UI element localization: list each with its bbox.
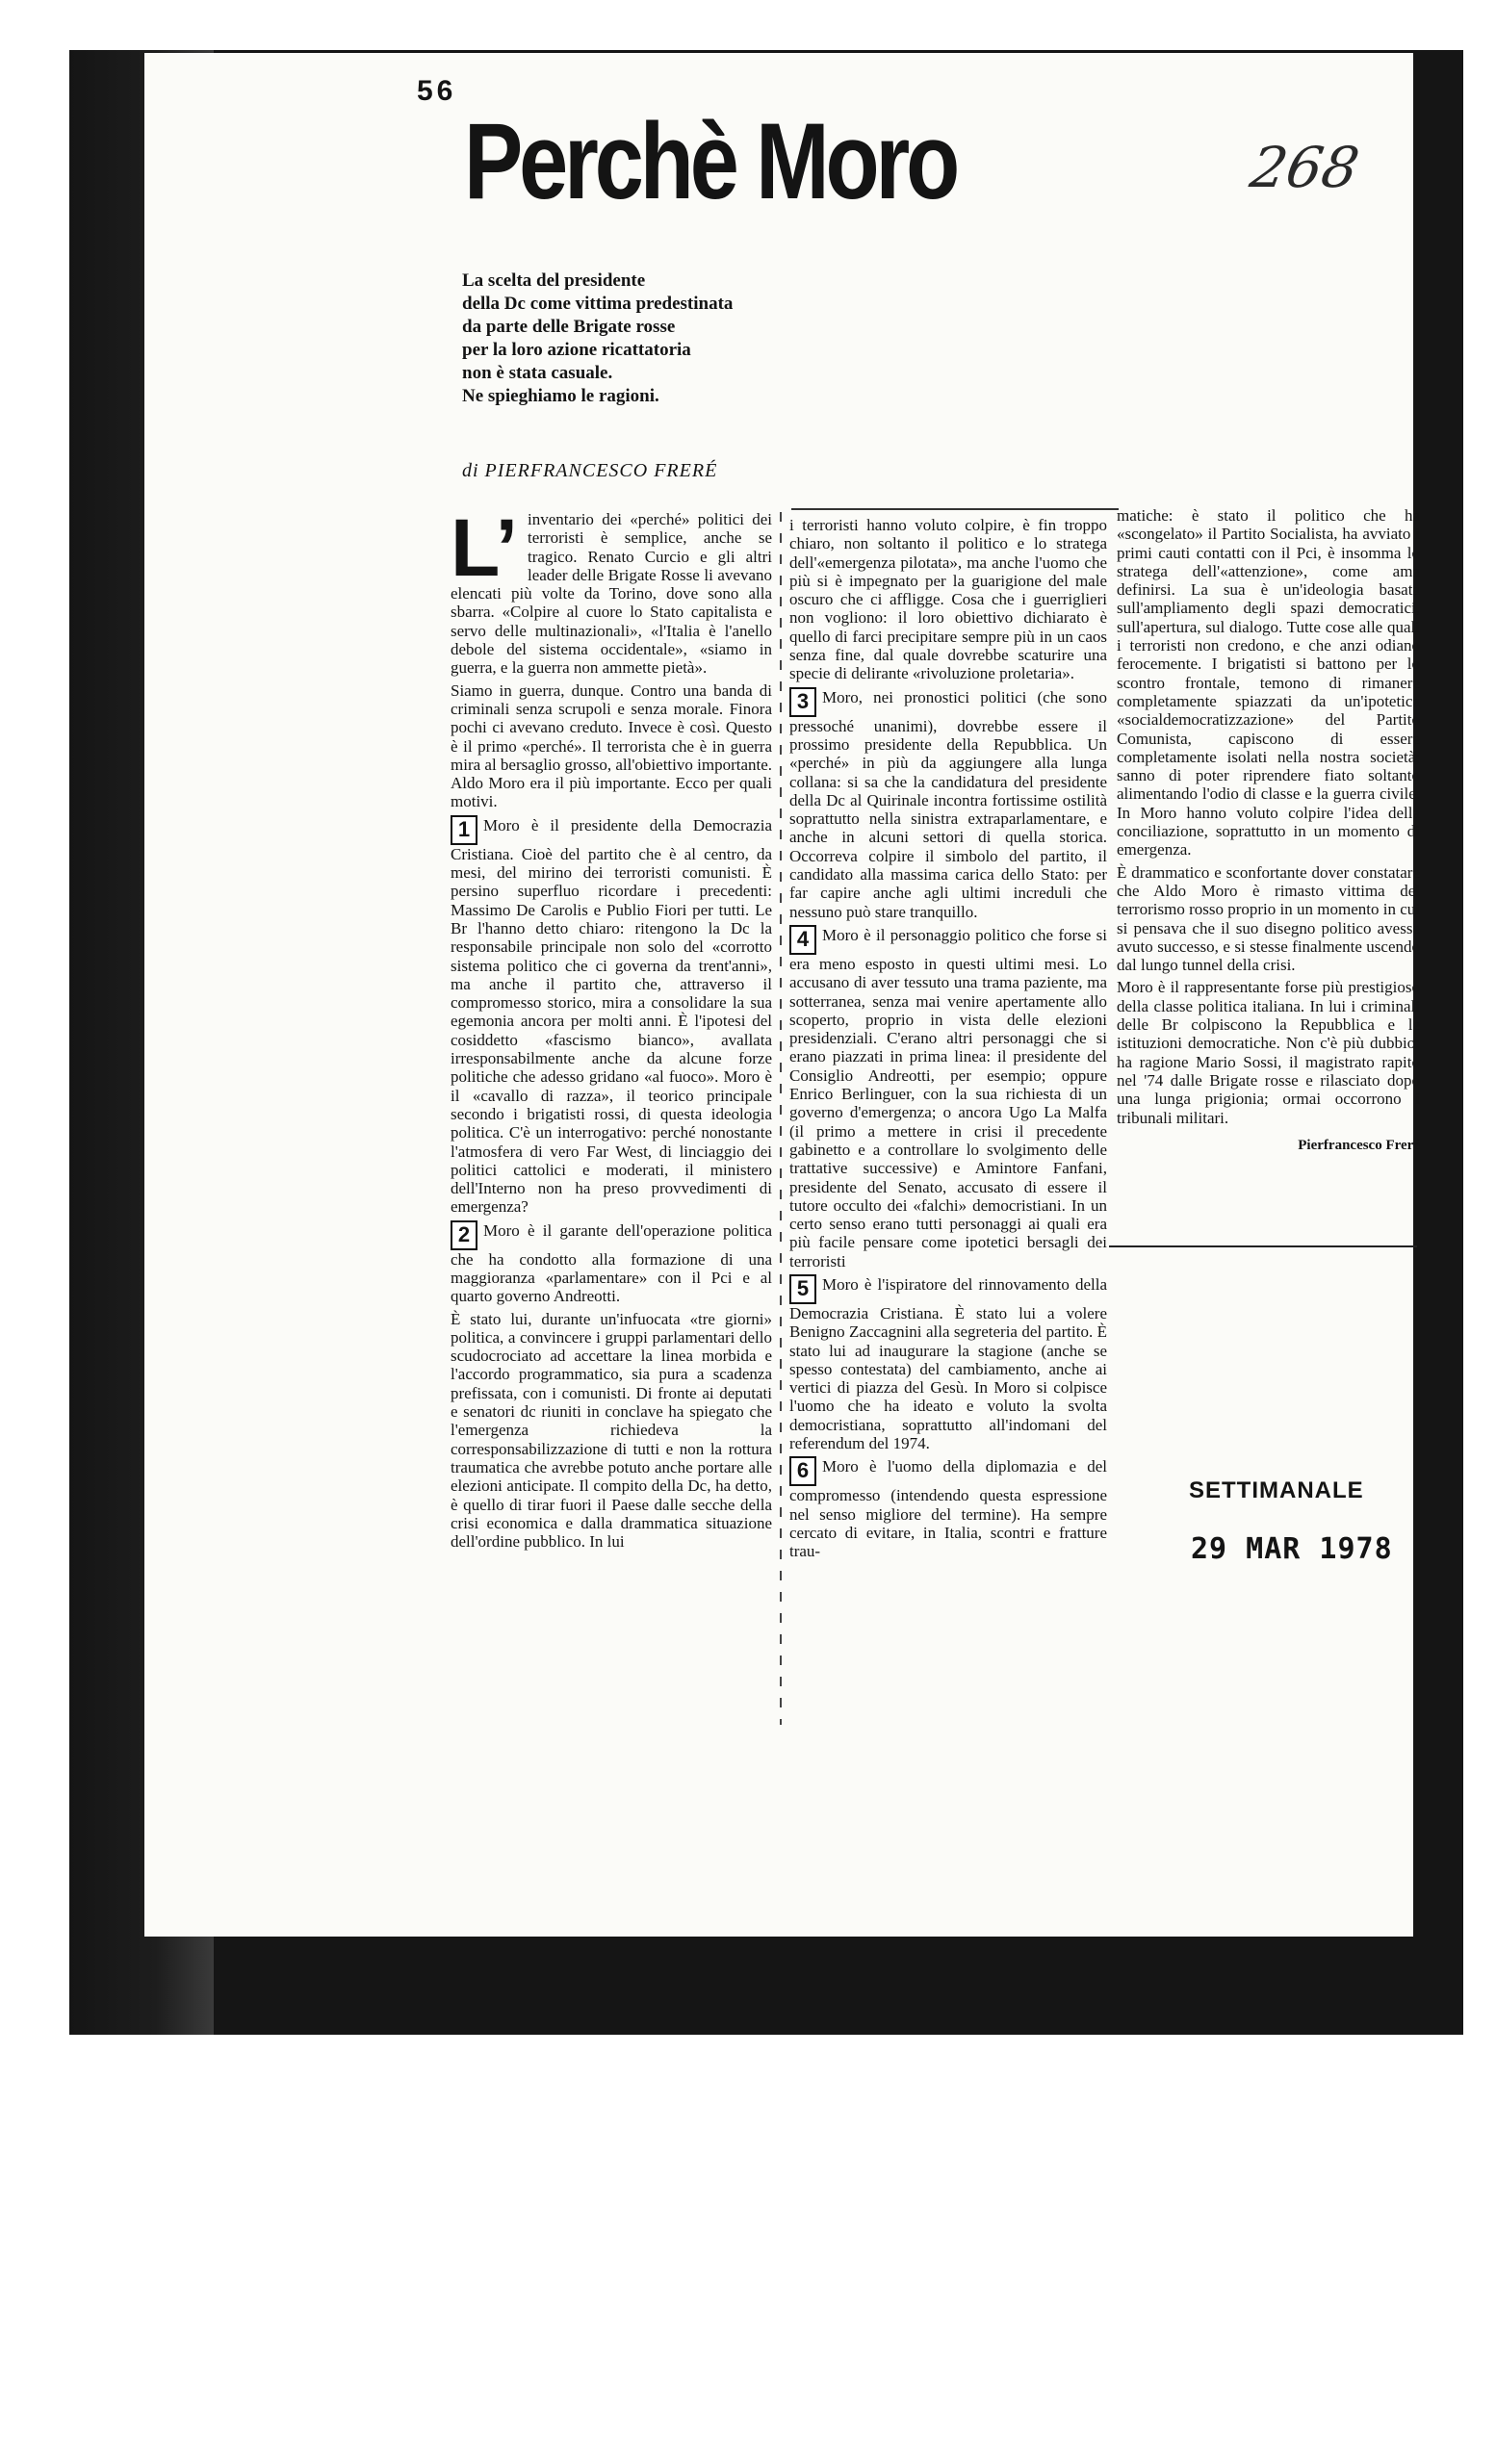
paragraph [451, 1220, 772, 1306]
paragraph: matiche: è stato il politico che ha «scongelato» il Partito Socialista, ha avviato i primi cauti contatti con il Pci, è insomma lo stratega dell'«attenzione», come ama definirsi. La sua è un'ideologia basata sull'ampliamento degli spazi democratici, sull'apertura, sul dialogo. Tutte cose alle quali i terroristi non credono, e che anzi odiano ferocemente. I brigatisti si battono per lo scontro frontale, temono di rimanere completamente spiazzati da un'ipotetica «socialdemocratizzazione» del Partito Comunista, capiscono di essere completamente isolati nella nostra società; sanno di poter riprendere fiato soltanto alimentando l'odio di classe e la guerra civile. In Moro hanno voluto colpire l'idea della conciliazione, soprattutto in un momento di emergenza. [1117, 506, 1420, 860]
paragraph: Siamo in guerra, dunque. Contro una banda di criminali senza scrupoli e senza morale. Finora pochi ci avevano creduto. Invece è così. Questo è il primo «perché». Il terrorista che è in guerra mira al bersaglio grosso, all'obiettivo importante. Aldo Moro era il più importante. Ecco per quali motivi. [451, 680, 773, 811]
point-number-box: 1 [451, 815, 477, 845]
paragraph-text: Moro è il presidente della Democrazia Cristiana. Cioè del partito che è al centro, da mesi, del mirino dei terroristi comunisti. È persino superfluo ricordare i precedenti: Massimo De Carolis e Publio Fiori per tutti. Le Br l'hanno detto chiaro: ritengono la Dc la responsabile principale non solo del «corrotto sistema politico che ci governa da trent'anni», ma anche il partito che, attraverso il compromesso storico, mira a consolidare la sua egemonia ancora per molti anni. È l'ipotesi del cosiddetto «fascismo bianco», avallata irresponsabilmente anche da alcune forze politiche che adesso gridano «al fuoco». Moro è il «cavallo di razza», il teorico principale secondo i brigatisti rossi, di questa ideologia politica. C'è un interrogativo: perché nonostante l'atmosfera di vero Far West, di linciaggio dei politici cattolici e moderati, il ministero dell'Interno non ha preso provvedimenti di emergenza? [451, 815, 772, 1217]
archive-stamp-publication: SETTIMANALE [1189, 1477, 1364, 1503]
column-top-rule [791, 508, 1119, 510]
subtitle-line: della Dc come vittima predestinata [462, 294, 734, 314]
point-number-box: 6 [789, 1456, 816, 1486]
paragraph-text: Moro è l'ispiratore del rinnovamento della Democrazia Cristiana. È stato lui a volere Benigno Zaccagnini alla segreteria del partito. È stato lui ad inaugurare la stagione (anche se spesso contestata) del cambiamento, anche ai vertici di piazza del Gesù. In Moro si colpisce l'uomo che ha ideato e voluto la svolta democristiana, soprattutto all'indomani del referendum del 1974. [789, 1274, 1107, 1453]
archive-stamp-date: 29 MAR 1978 [1191, 1532, 1393, 1566]
paragraph [789, 1456, 1107, 1560]
paragraph [451, 502, 772, 678]
subtitle-line: La scelta del presidente [462, 270, 646, 291]
author-signature: Pierfrancesco Freré [1298, 1137, 1420, 1153]
subtitle-line: da parte delle Brigate rosse [462, 317, 676, 337]
paragraph-text: inventario dei «perché» politici dei terroristi è semplice, anche se tragico. Renato Curcio e gli altri leader delle Brigate Rosse li avevano elencati più volte da Torino, dove sono alla sbarra. «Colpire al cuore lo Stato capitalista e servo delle multinazionali», «l'Italia è l'anello debole del sistema occidentale», «siamo in guerra, e la guerra non ammette pietà». [451, 510, 772, 678]
subtitle-line: Ne spieghiamo le ragioni. [462, 386, 659, 406]
paragraph: È stato lui, durante un'infuocata «tre giorni» politica, a convincere i gruppi parlamentari dello scudocrociato ad accettare la linea morbida e l'accordo programmatico, sia pura a scadenza prefissata, con i comunisti. Di fronte ai deputati e senatori dc riuniti in conclave ha spiegato che l'emergenza richiedeva la corresponsabilizzazione di tutti e non la rottura traumatica che avrebbe potuto anche portare alle elezioni anticipate. Il compito della Dc, ha detto, è quello di tirar fuori il Paese dalle secche della crisi economica e dalla drammatica situazione dell'ordine pubblico. In lui [451, 1309, 772, 1552]
paragraph: È drammatico e sconfortante dover constatare che Aldo Moro è rimasto vittima del terrorismo rosso proprio in un momento in cui si pensava che il suo disegno politico avesse avuto successo, e si stesse finalmente uscendo dal lungo tunnel della crisi. [1117, 862, 1420, 975]
column-divider [780, 512, 782, 1725]
article-column-3 [1117, 506, 1420, 1159]
paragraph [451, 815, 772, 1217]
subtitle-line: non è stata casuale. [462, 363, 613, 383]
point-number-box: 5 [789, 1274, 816, 1304]
page-number: 56 [417, 75, 457, 107]
article-column-1 [451, 502, 773, 1554]
subtitle [462, 270, 847, 408]
paragraph-text: Moro è l'uomo della diplomazia e del compromesso (intendendo questa espressione nel senso migliore del termine). Ha sempre cercato di evitare, in Italia, scontri e fratture trau- [789, 1457, 1107, 1561]
point-number-box: 2 [451, 1220, 477, 1250]
headline: Perchè Moro [464, 101, 957, 221]
paragraph [789, 1274, 1107, 1452]
paragraph-text: Moro è il personaggio politico che forse si era meno esposto in questi ultimi mesi. Lo accusano di aver tessuto una trama paziente, ma sotterranea, senza mai venire apertamente allo scoperto, proprio in vista delle elezioni presidenziali. C'erano altri personaggi che si erano piazzati in prima linea: il presidente del Consiglio Andreotti, per esempio; oppure Enrico Berlinguer, con la sua richiesta di un governo d'emergenza; o ancora Ugo La Malfa (il primo a mettere in crisi il precedente gabinetto e a controllare lo svolgimento delle trattative successive) e Amintore Fanfani, presidente del Senato, accusato di essere il tutore occulto dei «falchi» democristiani. In un certo senso erano tutti personaggi ai quali era più facile pensare come ipotetici bersagli dei terroristi [789, 925, 1107, 1270]
paragraph [789, 687, 1107, 921]
subtitle-line: per la loro azione ricattatoria [462, 340, 691, 360]
drop-cap: L’ [451, 502, 519, 593]
article-column-2 [789, 516, 1107, 1565]
paragraph-text: Moro è il garante dell'operazione politica che ha condotto alla formazione di una maggioranza «parlamentare» con il Pci e al quarto governo Andreotti. [451, 1220, 772, 1306]
handwritten-note: 268 [1246, 135, 1364, 200]
paragraph: Moro è il rappresentante forse più prestigioso della classe politica italiana. In lui i criminali delle Br colpiscono la Repubblica e le istituzioni democratiche. Non c'è più dubbio: ha ragione Mario Sossi, il magistrato rapito nel '74 dalle Brigate rosse e rilasciato dopo una lunga prigionia; ormai occorrono i tribunali militari. [1117, 978, 1420, 1127]
point-number-box: 3 [789, 687, 816, 717]
paragraph: i terroristi hanno voluto colpire, è fin troppo chiaro, non soltanto il politico e lo stratega dell'«emergenza pilotata», ma anche l'uomo che più si è impegnato per la guarigione del male oscuro che ci affligge. Cosa che i guerriglieri non vogliono: il loro obiettivo dichiarato è quello di farci precipitare sempre più in un caos senza fine, dal quale dovrebbe scaturire una specie di delirante «rivoluzione proletaria». [789, 516, 1107, 683]
paragraph [789, 925, 1107, 1270]
paragraph-text: Moro, nei pronostici politici (che sono pressoché unanimi), dovrebbe essere il prossimo presidente della Repubblica. Un «perché» in più da aggiungere alla lunga collana: si sa che la candidatura del presidente della Dc al Quirinale incontra fortissime ostilità soprattutto nella sinistra extraparlamentare, e anche in alcuni settori di quella storica. Occorreva colpire il simbolo del partito, il candidato alla massima carica dello Stato: per far capire anche agli ultimi increduli che nessuno può stare tranquillo. [789, 687, 1107, 921]
article-end-rule [1109, 1245, 1417, 1247]
byline: di PIERFRANCESCO FRERÉ [462, 460, 718, 481]
point-number-box: 4 [789, 925, 816, 955]
